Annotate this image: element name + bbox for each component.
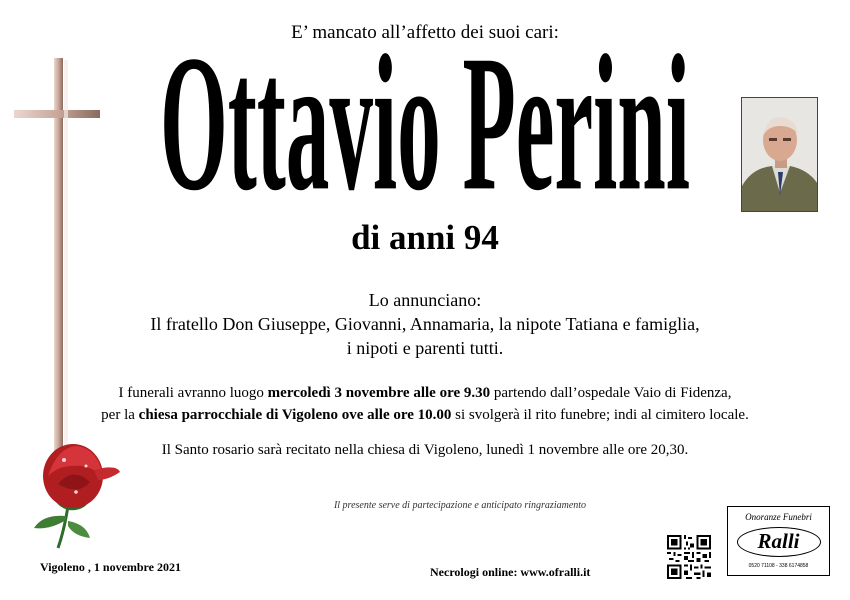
logo-subtitle: Onoranze Funebri [745, 512, 812, 522]
participation-note: Il presente serve di partecipazione e anticipato ringraziamento [333, 500, 587, 511]
funeral-info [0, 382, 850, 426]
deceased-name-text: Ottavio Perini [160, 48, 690, 208]
logo-phones: 0520 71108 - 338 6174858 [748, 563, 809, 569]
funeral-church: chiesa parrocchiale di Vigoleno ove alle ore 10.00 [138, 407, 452, 423]
qr-code-icon[interactable] [667, 535, 711, 579]
announcement-lead: Lo annunciano: [368, 290, 482, 310]
funeral-text: si svolgerà il rito funebre; indi al cimitero locale. [451, 407, 749, 423]
portrait-photo [741, 97, 818, 212]
funeral-text: I funerali avranno luogo [118, 385, 268, 401]
announcement [0, 288, 850, 360]
intro-text: E’ mancato all’affetto dei suoi cari: [291, 22, 559, 43]
deceased-name [150, 48, 700, 208]
necrology-link[interactable]: Necrologi online: www.ofralli.it [430, 565, 591, 579]
funeral-text: partendo dall’ospedale Vaio di Fidenza, [490, 385, 732, 401]
rosary-info: Il Santo rosario sarà recitato nella chiesa di Vigoleno, lunedì 1 novembre alle ore 20,30. [161, 442, 689, 458]
funeral-text: per la [101, 407, 139, 423]
portrait-image [742, 98, 818, 212]
funeral-line [0, 404, 850, 426]
funeral-date: mercoledì 3 novembre alle ore 9.30 [267, 385, 491, 401]
age-text: di anni 94 [351, 218, 499, 257]
place-date: Vigoleno , 1 novembre 2021 [40, 560, 181, 574]
announcement-line: Il fratello Don Giuseppe, Giovanni, Annamaria, la nipote Tatiana e famiglia, [150, 314, 700, 334]
announcement-line: i nipoti e parenti tutti. [346, 338, 504, 358]
funeral-home-logo [727, 506, 830, 576]
funeral-line [0, 382, 850, 404]
logo-name: Ralli [757, 529, 800, 553]
